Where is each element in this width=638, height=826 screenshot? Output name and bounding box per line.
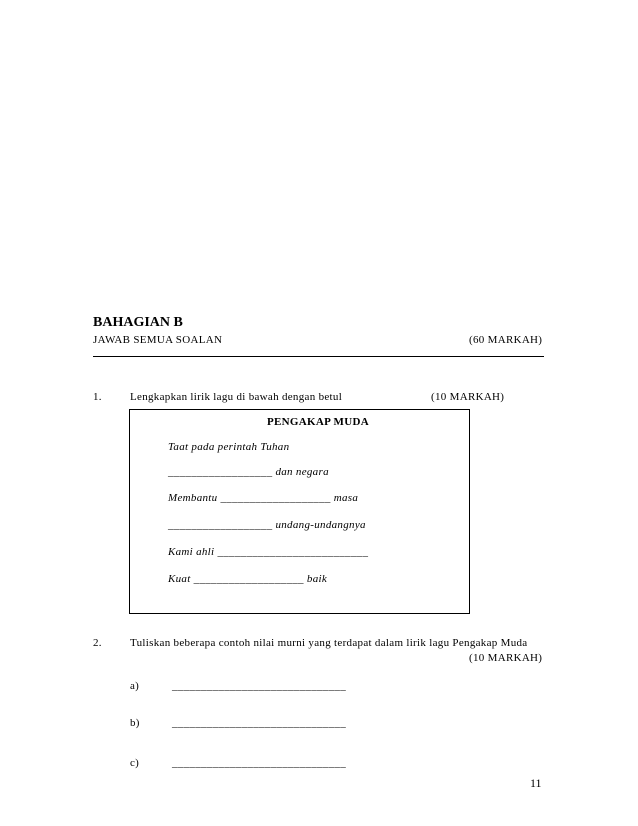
- q2-text: Tuliskan beberapa contoh nilai murni yang terdapat dalam lirik lagu Pengakap Muda: [130, 637, 528, 649]
- section-instruction: JAWAB SEMUA SOALAN: [93, 334, 223, 346]
- answer-label: b): [130, 717, 140, 729]
- answer-blank: ______________________________: [172, 717, 346, 729]
- lyric-line: Kuat ___________________ baik: [168, 573, 328, 585]
- lyric-line: __________________ undang-undangnya: [168, 519, 366, 531]
- answer-label: a): [130, 680, 140, 692]
- lyric-line: __________________ dan negara: [168, 466, 329, 478]
- answer-blank: ______________________________: [172, 680, 346, 692]
- lyric-line: Taat pada perintah Tuhan: [168, 441, 290, 453]
- lyric-line: Membantu ___________________ masa: [168, 492, 359, 504]
- q1-marks: (10 MARKAH): [431, 391, 505, 403]
- q2-marks: (10 MARKAH): [469, 652, 543, 664]
- section-title: BAHAGIAN B: [93, 315, 183, 330]
- answer-blank: ______________________________: [172, 757, 346, 769]
- q1-number: 1.: [93, 391, 102, 403]
- answer-label: c): [130, 757, 140, 769]
- section-divider: [93, 356, 544, 357]
- q2-number: 2.: [93, 637, 102, 649]
- q1-text: Lengkapkan lirik lagu di bawah dengan betul: [130, 391, 343, 403]
- section-marks: (60 MARKAH): [469, 334, 543, 346]
- page-number: 11: [530, 776, 542, 790]
- lyric-line: Kami ahli __________________________: [168, 546, 369, 558]
- lyrics-box-title: PENGAKAP MUDA: [267, 416, 369, 428]
